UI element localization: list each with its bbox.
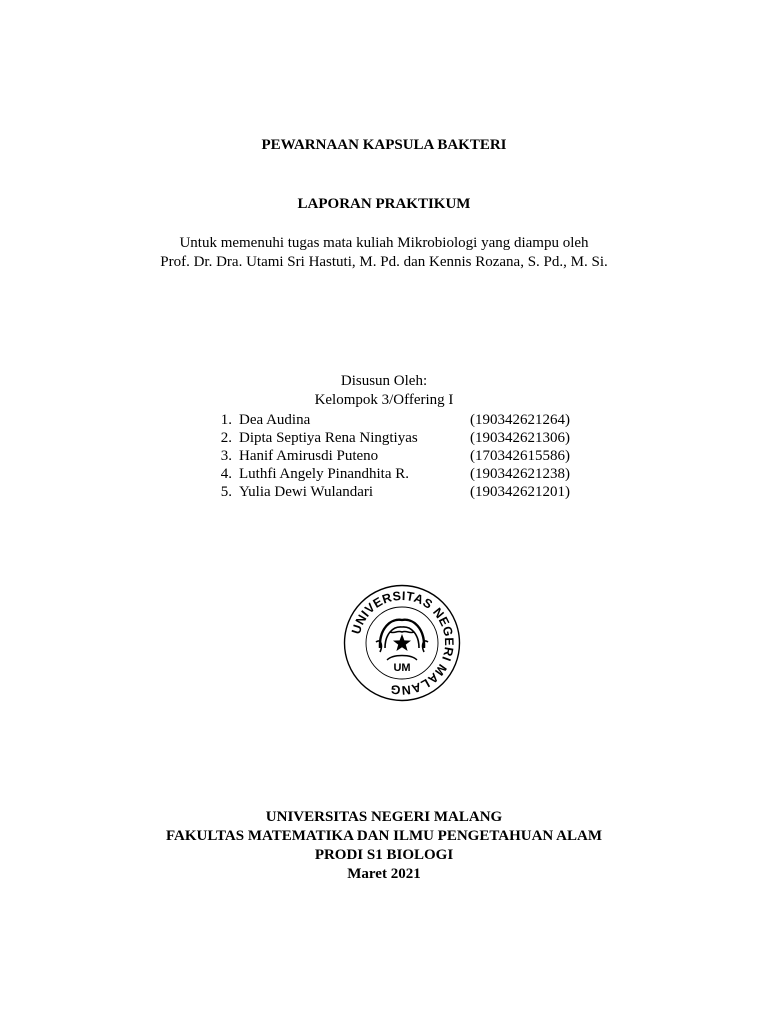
- member-number: 2.: [220, 430, 232, 446]
- member-item: [212, 465, 592, 483]
- logo-ring-text: UNIVERSITAS NEGERI MALANG: [348, 588, 457, 698]
- course-purpose: [0, 234, 768, 272]
- member-student-id: (190342621201): [470, 484, 570, 500]
- program-name: PRODI S1 BIOLOGI: [314, 847, 454, 863]
- university-name: UNIVERSITAS NEGERI MALANG: [265, 809, 503, 825]
- purpose-line-2: Prof. Dr. Dra. Utami Sri Hastuti, M. Pd. dan Kennis Rozana, S. Pd., M. Si.: [160, 254, 608, 270]
- member-name: Yulia Dewi Wulandari: [239, 484, 374, 500]
- member-item: [212, 411, 592, 429]
- group-label: Kelompok 3/Offering I: [314, 392, 454, 408]
- compiled-by-label: Disusun Oleh:: [340, 373, 428, 389]
- logo-monogram: UM: [393, 662, 411, 674]
- report-date: Maret 2021: [347, 866, 421, 882]
- member-number: 4.: [220, 466, 232, 482]
- purpose-line-1: Untuk memenuhi tugas mata kuliah Mikrobiologi yang diampu oleh: [179, 235, 589, 251]
- member-number: 5.: [220, 484, 232, 500]
- member-number: 3.: [220, 448, 232, 464]
- member-list: [212, 411, 592, 501]
- report-subtitle: LAPORAN PRAKTIKUM: [297, 196, 471, 212]
- institution-block: [0, 808, 768, 884]
- compiled-by-block: [0, 372, 768, 410]
- member-item: [212, 483, 592, 501]
- university-logo-icon: [343, 584, 461, 702]
- member-item: [212, 447, 592, 465]
- member-name: Luthfi Angely Pinandhita R.: [239, 466, 409, 482]
- member-student-id: (190342621264): [470, 412, 570, 428]
- member-number: 1.: [220, 412, 232, 428]
- member-student-id: (170342615586): [470, 448, 570, 464]
- member-item: [212, 429, 592, 447]
- member-student-id: (190342621306): [470, 430, 570, 446]
- member-student-id: (190342621238): [470, 466, 570, 482]
- faculty-name: FAKULTAS MATEMATIKA DAN ILMU PENGETAHUAN ALAM: [166, 828, 602, 844]
- member-name: Dipta Septiya Rena Ningtiyas: [239, 430, 418, 446]
- member-name: Hanif Amirusdi Puteno: [239, 448, 379, 464]
- member-name: Dea Audina: [239, 412, 311, 428]
- report-title: PEWARNAAN KAPSULA BAKTERI: [261, 137, 507, 153]
